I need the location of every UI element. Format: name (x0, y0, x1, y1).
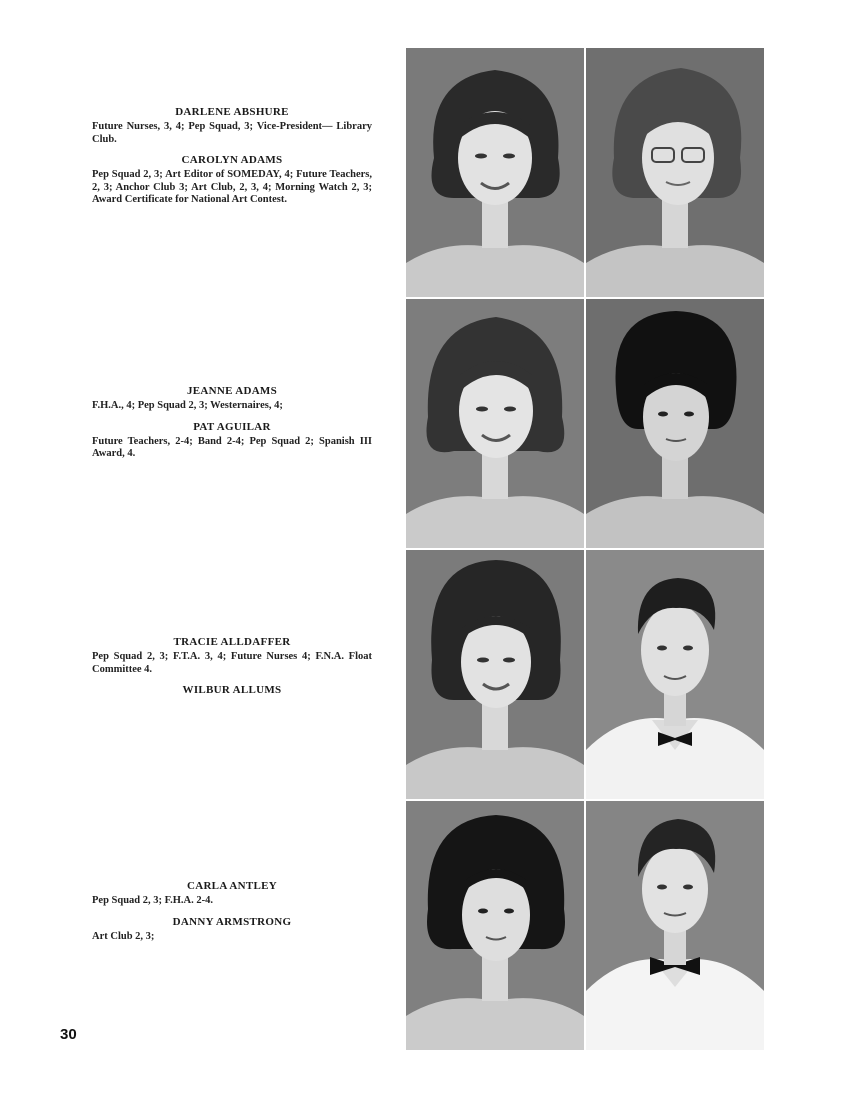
entry-block-3 (92, 636, 372, 704)
entry-block-4 (92, 880, 372, 951)
portrait-photo-danny-armstrong (586, 801, 764, 1050)
page-number: 30 (60, 1026, 77, 1043)
student-name: CARLA ANTLEY (186, 880, 278, 892)
student-activities: Pep Squad 2, 3; Art Editor of SOMEDAY, 4; Future Teachers, 2, 3; Anchor Club 3; Art Club, 2, 3, 4; Morning Watch 2, 3; Award Certificate for National Art Contest. (92, 169, 372, 205)
student-activities: Art Club 2, 3; (92, 930, 155, 942)
portrait-photo-darlene-abshure (406, 48, 584, 297)
student-name: TRACIE ALLDAFFER (173, 636, 291, 648)
student-activities: Pep Squad 2, 3; F.H.A. 2-4. (92, 895, 213, 906)
portrait-photo-carolyn-adams (586, 48, 764, 297)
student-activities: Future Teachers, 2-4; Band 2-4; Pep Squad 2; Spanish III Award, 4. (92, 435, 372, 459)
portrait-grid (406, 48, 762, 1052)
portrait-photo-pat-aguilar (586, 299, 764, 548)
portrait-photo-carla-antley (406, 801, 584, 1050)
student-name: JEANNE ADAMS (186, 385, 278, 397)
student-name: DANNY ARMSTRONG (172, 915, 292, 928)
portrait-photo-wilbur-allums (586, 550, 764, 799)
student-activities: F.H.A., 4; Pep Squad 2, 3; Westernaires, 4; (92, 400, 283, 411)
student-name: DARLENE ABSHURE (175, 106, 289, 118)
student-name: PAT AGUILAR (193, 420, 271, 433)
portrait-photo-tracie-alldaffer (406, 550, 584, 799)
entry-block-2 (92, 385, 372, 469)
student-activities: Future Nurses, 3, 4; Pep Squad, 3; Vice-President— Library Club. (92, 121, 372, 145)
portrait-photo-jeanne-adams (406, 299, 584, 548)
student-name: CAROLYN ADAMS (181, 154, 283, 166)
student-activities: Pep Squad 2, 3; F.T.A. 3, 4; Future Nurses 4; F.N.A. Float Committee 4. (92, 651, 372, 675)
entry-block-1 (92, 106, 372, 215)
student-name: WILBUR ALLUMS (182, 684, 282, 696)
